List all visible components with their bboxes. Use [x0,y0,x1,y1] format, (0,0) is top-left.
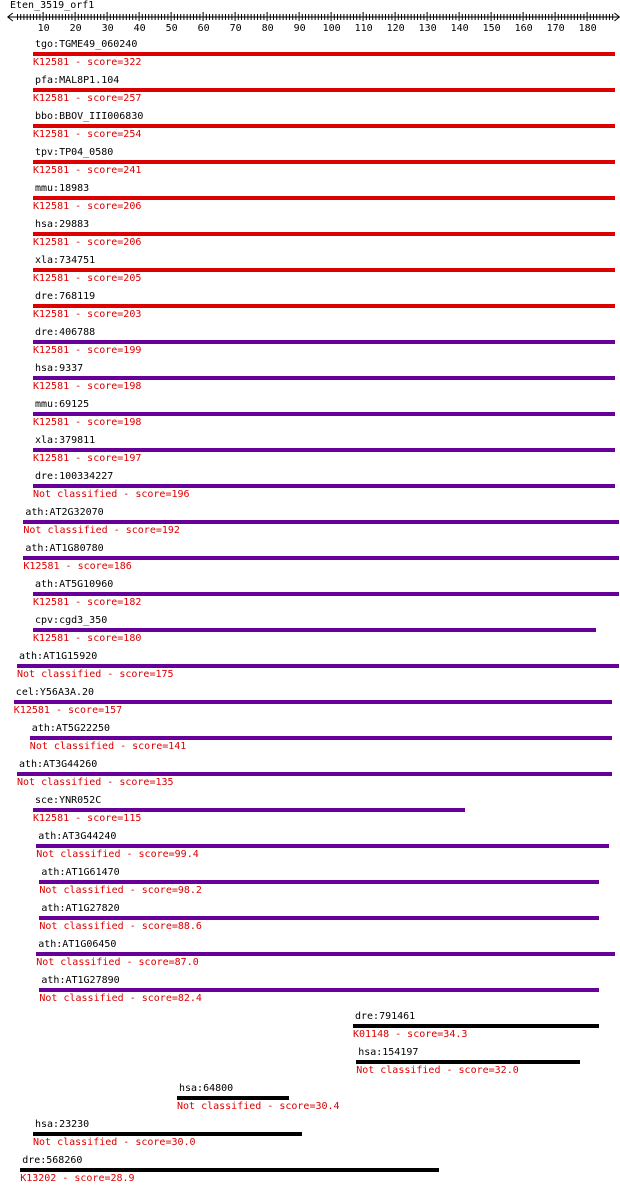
hit-bar[interactable] [36,844,609,848]
hit-bar[interactable] [33,232,615,236]
hit-bar[interactable] [33,1132,302,1136]
hit-score[interactable]: K12581 - score=203 [33,309,142,320]
tick-label: 160 [514,23,533,34]
hit-bar[interactable] [177,1096,289,1100]
hit-score[interactable]: Not classified - score=192 [23,525,180,536]
hit-label[interactable]: ath:AT3G44240 [38,831,117,842]
hit-label[interactable]: sce:YNR052C [35,795,102,806]
hit-bar[interactable] [17,664,619,668]
hit-score[interactable]: Not classified - score=32.0 [356,1065,519,1076]
hit-label[interactable]: xla:379811 [35,435,96,446]
hit-label[interactable]: dre:791461 [355,1011,416,1022]
hit-score[interactable]: Not classified - score=99.4 [36,849,199,860]
hit-bar[interactable] [33,88,615,92]
tick-label: 20 [69,23,82,34]
hit-label[interactable]: dre:568260 [22,1155,83,1166]
hit-score[interactable]: K12581 - score=198 [33,381,142,392]
hit-bar[interactable] [33,52,615,56]
hit-score[interactable]: K12581 - score=180 [33,633,142,644]
hit-label[interactable]: dre:100334227 [35,471,114,482]
hit-score[interactable]: K12581 - score=257 [33,93,142,104]
hit-label[interactable]: ath:AT1G27890 [41,975,120,986]
hit-label[interactable]: ath:AT1G80780 [25,543,104,554]
hit-bar[interactable] [33,196,615,200]
hit-label[interactable]: xla:734751 [35,255,96,266]
hit-label[interactable]: ath:AT5G10960 [35,579,114,590]
hit-bar[interactable] [36,952,615,956]
hit-score[interactable]: K01148 - score=34.3 [353,1029,468,1040]
hit-label[interactable]: ath:AT1G61470 [41,867,120,878]
tick-label: 120 [386,23,405,34]
hit-bar[interactable] [356,1060,580,1064]
hit-bar[interactable] [33,448,615,452]
hit-bar[interactable] [33,484,615,488]
hit-label[interactable]: hsa:64800 [179,1083,234,1094]
hit-bar[interactable] [33,340,615,344]
hit-score[interactable]: K12581 - score=157 [13,705,123,716]
tick-label: 40 [133,23,146,34]
hit-score[interactable]: K13202 - score=28.9 [20,1173,135,1184]
hit-score[interactable]: K12581 - score=198 [33,417,142,428]
hit-score[interactable]: K12581 - score=205 [33,273,142,284]
hit-label[interactable]: bbo:BBOV_III006830 [35,111,144,122]
hit-bar[interactable] [30,736,612,740]
tick-label: 70 [229,23,242,34]
hit-bar[interactable] [20,1168,439,1172]
tick-label: 170 [546,23,565,34]
hit-bar[interactable] [39,880,599,884]
hit-score[interactable]: K12581 - score=206 [33,237,142,248]
hit-label[interactable]: tgo:TGME49_060240 [35,39,138,50]
hit-bar[interactable] [33,628,596,632]
tick-label: 60 [197,23,210,34]
hit-score[interactable]: K12581 - score=241 [33,165,142,176]
hit-label[interactable]: pfa:MAL8P1.104 [35,75,120,86]
hit-label[interactable]: hsa:154197 [358,1047,419,1058]
hit-bar[interactable] [39,916,599,920]
hit-label[interactable]: ath:AT3G44260 [19,759,98,770]
hit-score[interactable]: Not classified - score=82.4 [39,993,202,1004]
hit-bar[interactable] [33,124,615,128]
hit-score[interactable]: Not classified - score=141 [29,741,187,752]
hit-label[interactable]: ath:AT1G27820 [41,903,120,914]
tick-label: 30 [101,23,114,34]
hit-score[interactable]: Not classified - score=98.2 [39,885,202,896]
tick-label: 130 [418,23,437,34]
hit-bar[interactable] [17,772,612,776]
hit-label[interactable]: cel:Y56A3A.20 [15,687,95,698]
hit-score[interactable]: K12581 - score=206 [33,201,142,212]
hit-score[interactable]: K12581 - score=186 [23,561,132,572]
tick-label: 180 [578,23,597,34]
hit-label[interactable]: dre:768119 [35,291,96,302]
hit-label[interactable]: ath:AT1G15920 [19,651,98,662]
hit-score[interactable]: Not classified - score=30.0 [33,1137,196,1148]
hit-score[interactable]: Not classified - score=135 [17,777,174,788]
hit-bar[interactable] [353,1024,599,1028]
hit-bar[interactable] [33,304,615,308]
hit-score[interactable]: K12581 - score=197 [33,453,142,464]
hit-bar[interactable] [33,376,615,380]
tick-label: 10 [37,23,50,34]
hit-score[interactable]: K12581 - score=254 [33,129,142,140]
hit-label[interactable]: mmu:69125 [35,399,90,410]
hit-score[interactable]: Not classified - score=175 [17,669,174,680]
hit-bar[interactable] [33,412,615,416]
hit-score[interactable]: K12581 - score=182 [33,597,142,608]
hit-score[interactable]: Not classified - score=30.4 [177,1101,340,1112]
tick-label: 140 [450,23,469,34]
hit-label[interactable]: hsa:23230 [35,1119,90,1130]
hit-label[interactable]: hsa:9337 [35,363,84,374]
hit-label[interactable]: hsa:29883 [35,219,90,230]
hit-score[interactable]: K12581 - score=199 [33,345,142,356]
tick-label: 100 [322,23,341,34]
hit-label[interactable]: ath:AT1G06450 [38,939,117,950]
hit-bar[interactable] [33,592,619,596]
hit-bar[interactable] [14,700,612,704]
hit-score[interactable]: Not classified - score=196 [33,489,190,500]
hit-score[interactable]: K12581 - score=322 [33,57,142,68]
ruler-axis [0,0,620,34]
tick-label: 90 [293,23,306,34]
hit-label[interactable]: mmu:18983 [35,183,90,194]
tick-label: 150 [482,23,501,34]
hit-label[interactable]: dre:406788 [35,327,96,338]
hit-label[interactable]: tpv:TP04_0580 [35,147,114,158]
hit-label[interactable]: ath:AT2G32070 [25,507,104,518]
tick-label: 50 [165,23,178,34]
hit-bar[interactable] [39,988,599,992]
hit-label[interactable]: cpv:cgd3_350 [35,615,108,626]
tick-label: 110 [354,23,373,34]
hit-bar[interactable] [33,160,615,164]
tick-label: 80 [261,23,274,34]
hit-score[interactable]: Not classified - score=88.6 [39,921,202,932]
hit-bar[interactable] [23,520,618,524]
hit-score[interactable]: K12581 - score=115 [33,813,142,824]
hit-bar[interactable] [33,808,465,812]
hit-label[interactable]: ath:AT5G22250 [31,723,111,734]
hit-bar[interactable] [23,556,618,560]
hit-bar[interactable] [33,268,615,272]
query-name: Eten_3519_orf1 [10,0,95,11]
hit-score[interactable]: Not classified - score=87.0 [36,957,199,968]
